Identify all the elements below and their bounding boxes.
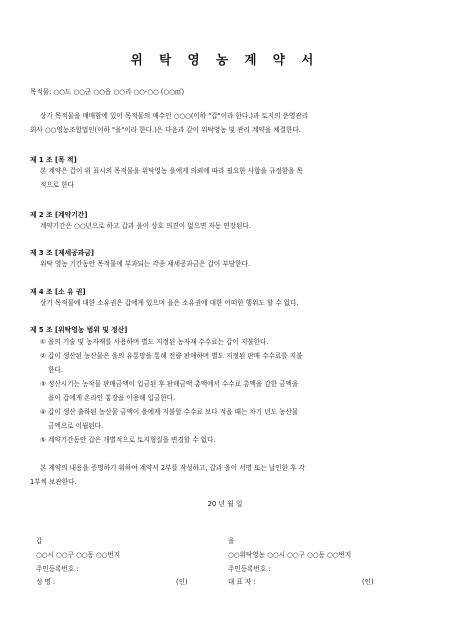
party-b-rep-label: 대 표 자 : bbox=[228, 578, 256, 586]
article-5-item: ④ 갑이 생산 출하된 농산물 금액이 을에게 지불할 수수료 보다 적을 때는 차기 년도 농산물 bbox=[40, 408, 299, 416]
closing-line-2: 1부씩 보관한다. bbox=[30, 478, 77, 486]
article-1-line-2: 적으로 한다 bbox=[40, 181, 74, 189]
party-a-address: ○○시 ○○구 ○○동 ○○번지 bbox=[36, 551, 121, 559]
article-2-line-1: 계약기간은 ○○년으로 하고 갑과 을이 상호 의견이 없으면 자동 연장된다. bbox=[40, 222, 251, 230]
party-a-seal: (인) bbox=[176, 578, 188, 586]
article-5-item: ⑤ 계약기간동안 갑은 개별적으로 토지형질을 변경할 수 없다. bbox=[40, 436, 216, 444]
article-5-item: ① 을의 기술 및 농자재를 사용하며 별도 지정된 농자재 수수료는 갑이 지불한다. bbox=[40, 338, 269, 346]
article-1-line-1: 본 계약은 갑이 위 표시의 목적물을 위탁영농 을에게 의뢰에 따라 필요한 사항을 규정함을 목 bbox=[40, 167, 303, 175]
article-5-item: ③ 정산시기는 농작물 판매금액이 입금된 후 판매금액 총액에서 수수료 총액을 감한 금액을 bbox=[40, 380, 299, 388]
article-5-item-cont: 금액으로 이월된다. bbox=[48, 422, 104, 430]
party-a-label: 갑 bbox=[36, 537, 43, 545]
closing-line-1: 본 계약의 내용을 증명하기 위하여 계약서 2부를 작성하고, 갑과 을이 서명 또는 날인한 후 각 bbox=[40, 464, 305, 472]
article-5-item: ② 갑이 생산된 농산물은 을의 유통망을 통해 전량 판매하며 별도 지정된 판매 수수료를 지불 bbox=[40, 352, 303, 360]
object-line: 목적물: ○○도 ○○군 ○○읍 ○○리 ○○-○○ (○○㎡) bbox=[30, 88, 185, 96]
party-b-id-label: 주민등록번호 : bbox=[228, 565, 271, 573]
party-b-address: ○○위탁영농 ○○시 ○○구 ○○동 ○○번지 bbox=[228, 551, 352, 559]
preamble-line-1: 상기 목적물을 매매함에 있어 목적물의 매수인 ○○○(이하 "갑"이라 한다.)과 토지의 운영관리 bbox=[40, 112, 309, 120]
preamble-line-2: 회사 ○○영농조합법인(이하 "을"이라 한다.)은 다음과 같이 위탁영농 및 관리 계약을 체결한다. bbox=[30, 126, 301, 134]
document-title: 위 탁 영 농 계 약 서 bbox=[130, 52, 320, 67]
party-a-id-label: 주민등록번호 : bbox=[36, 565, 79, 573]
party-a-name-label: 성 명 : bbox=[36, 578, 56, 586]
article-4-line-1: 상기 목적물에 대한 소유권은 갑에게 있으며 을은 소유권에 대한 어떠한 행위도 할 수 없다. bbox=[40, 299, 299, 307]
party-b-seal: (인) bbox=[362, 578, 374, 586]
date-line: 20 년 월 일 bbox=[207, 500, 243, 508]
article-4-heading: 제 4 조 [소 유 권] bbox=[30, 288, 86, 296]
article-3-heading: 제 3 조 [제세공과금] bbox=[30, 249, 95, 257]
article-5-heading: 제 5 조 [위탁영농 범위 및 정산] bbox=[30, 326, 128, 334]
article-1-heading: 제 1 조 [목 적] bbox=[30, 156, 77, 164]
article-5-item-cont: 한다. bbox=[48, 366, 63, 374]
party-b-label: 을 bbox=[228, 537, 235, 545]
article-5-item-cont: 을이 갑에게 온라인 통장을 이용해 입금한다. bbox=[48, 394, 176, 402]
article-2-heading: 제 2 조 [계약기간] bbox=[30, 211, 88, 219]
article-3-line-1: 위탁 영농 기간동안 목적물에 부과되는 각종 제세공과금은 갑이 부담한다. bbox=[40, 260, 250, 268]
